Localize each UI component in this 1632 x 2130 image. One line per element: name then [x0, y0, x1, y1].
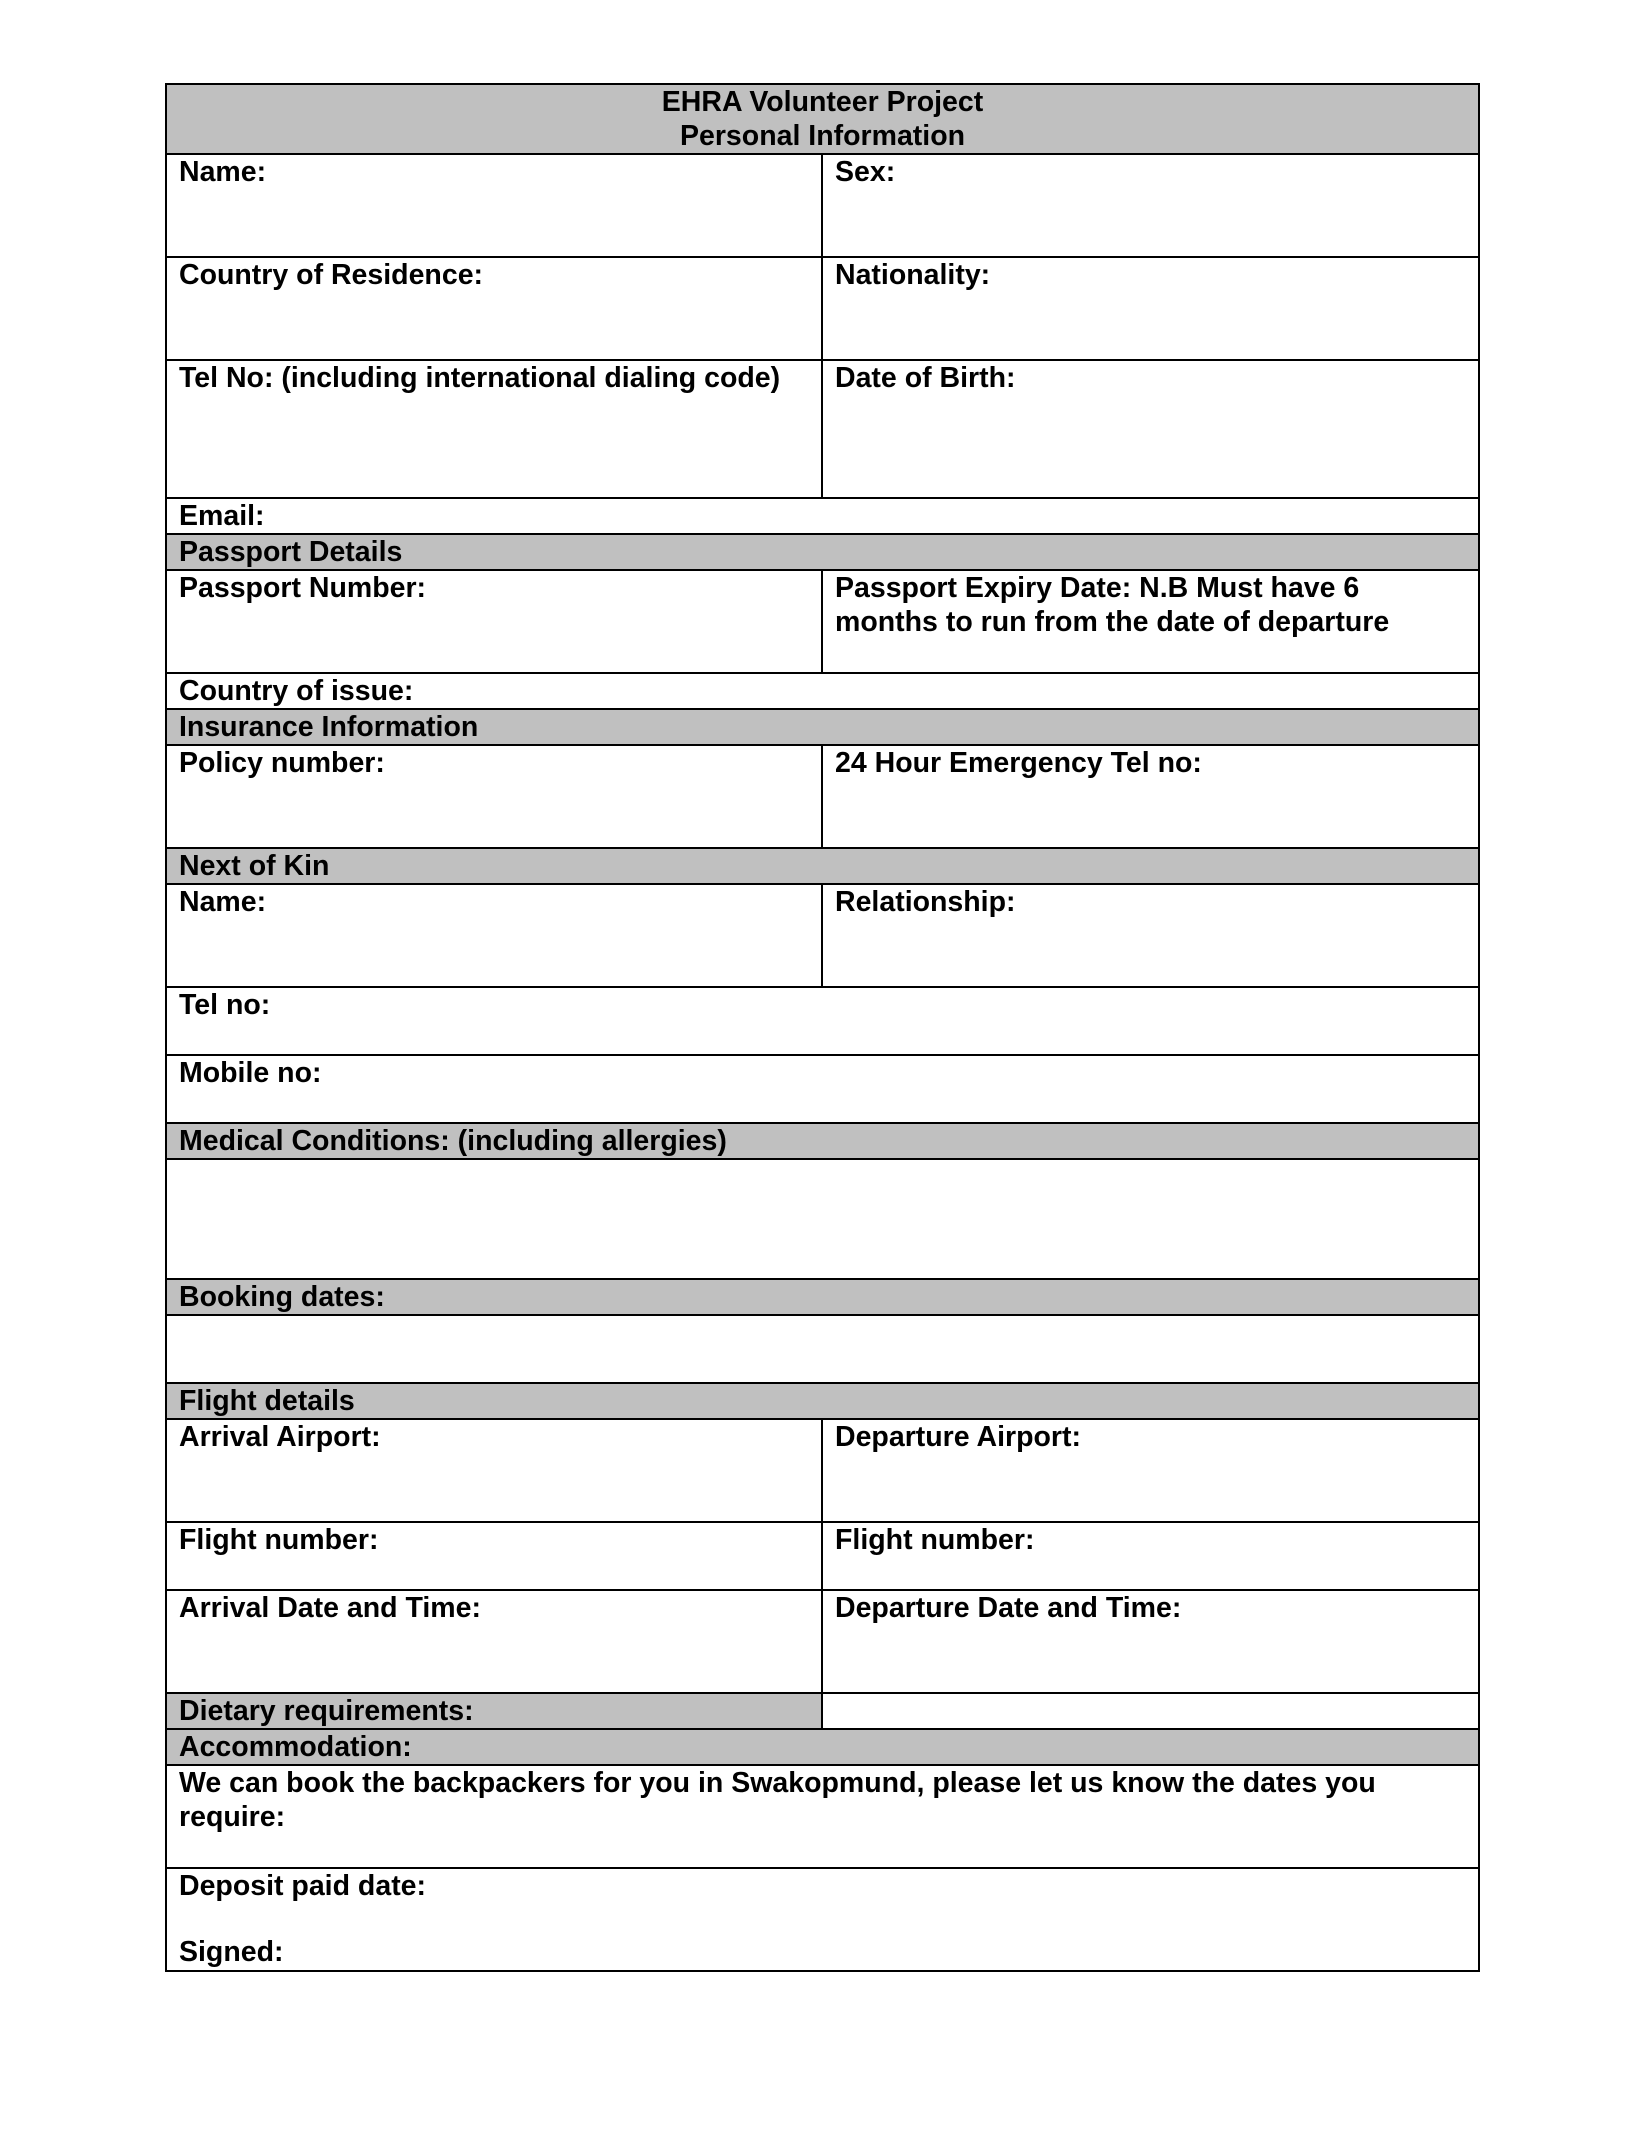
- medical-conditions-heading: Medical Conditions: (including allergies): [166, 1123, 1479, 1159]
- signed-label: Signed:: [179, 1936, 284, 1968]
- kin-name-field[interactable]: Name:: [166, 884, 822, 987]
- deposit-signed-cell[interactable]: [166, 1868, 1479, 1971]
- deposit-paid-date-label: Deposit paid date:: [179, 1870, 427, 1902]
- booking-dates-heading: Booking dates:: [166, 1279, 1479, 1315]
- passport-number-field[interactable]: Passport Number:: [166, 570, 822, 673]
- kin-mobile-no-field[interactable]: Mobile no:: [166, 1055, 1479, 1123]
- volunteer-form: [165, 83, 1480, 1972]
- sex-field[interactable]: Sex:: [822, 154, 1479, 257]
- kin-relationship-field[interactable]: Relationship:: [822, 884, 1479, 987]
- date-of-birth-field[interactable]: Date of Birth:: [822, 360, 1479, 498]
- deposit-signed-spacer: [179, 1903, 1466, 1935]
- nationality-field[interactable]: Nationality:: [822, 257, 1479, 360]
- policy-number-field[interactable]: Policy number:: [166, 745, 822, 848]
- next-of-kin-heading: Next of Kin: [166, 848, 1479, 884]
- dietary-requirements-heading: Dietary requirements:: [166, 1693, 822, 1729]
- country-of-issue-field[interactable]: Country of issue:: [166, 673, 1479, 709]
- form-title-line2: Personal Information: [679, 120, 966, 152]
- insurance-information-heading: Insurance Information: [166, 709, 1479, 745]
- passport-details-heading: Passport Details: [166, 534, 1479, 570]
- accommodation-field[interactable]: We can book the backpackers for you in Swakopmund, please let us know the dates you require:: [166, 1765, 1479, 1868]
- booking-dates-field[interactable]: [166, 1315, 1479, 1383]
- kin-tel-no-field[interactable]: Tel no:: [166, 987, 1479, 1055]
- tel-no-field[interactable]: Tel No: (including international dialing code): [166, 360, 822, 498]
- form-title-line1: EHRA Volunteer Project: [661, 86, 984, 118]
- arrival-airport-field[interactable]: Arrival Airport:: [166, 1419, 822, 1522]
- departure-datetime-field[interactable]: Departure Date and Time:: [822, 1590, 1479, 1693]
- country-of-residence-field[interactable]: Country of Residence:: [166, 257, 822, 360]
- departure-airport-field[interactable]: Departure Airport:: [822, 1419, 1479, 1522]
- passport-expiry-field[interactable]: Passport Expiry Date: N.B Must have 6 months to run from the date of departure: [822, 570, 1479, 673]
- medical-conditions-field[interactable]: [166, 1159, 1479, 1279]
- form-title: [166, 84, 1479, 154]
- flight-details-heading: Flight details: [166, 1383, 1479, 1419]
- dietary-requirements-field[interactable]: [822, 1693, 1479, 1729]
- name-field[interactable]: Name:: [166, 154, 822, 257]
- accommodation-heading: Accommodation:: [166, 1729, 1479, 1765]
- emergency-tel-field[interactable]: 24 Hour Emergency Tel no:: [822, 745, 1479, 848]
- arrival-datetime-field[interactable]: Arrival Date and Time:: [166, 1590, 822, 1693]
- email-field[interactable]: Email:: [166, 498, 1479, 534]
- departure-flight-number-field[interactable]: Flight number:: [822, 1522, 1479, 1590]
- arrival-flight-number-field[interactable]: Flight number:: [166, 1522, 822, 1590]
